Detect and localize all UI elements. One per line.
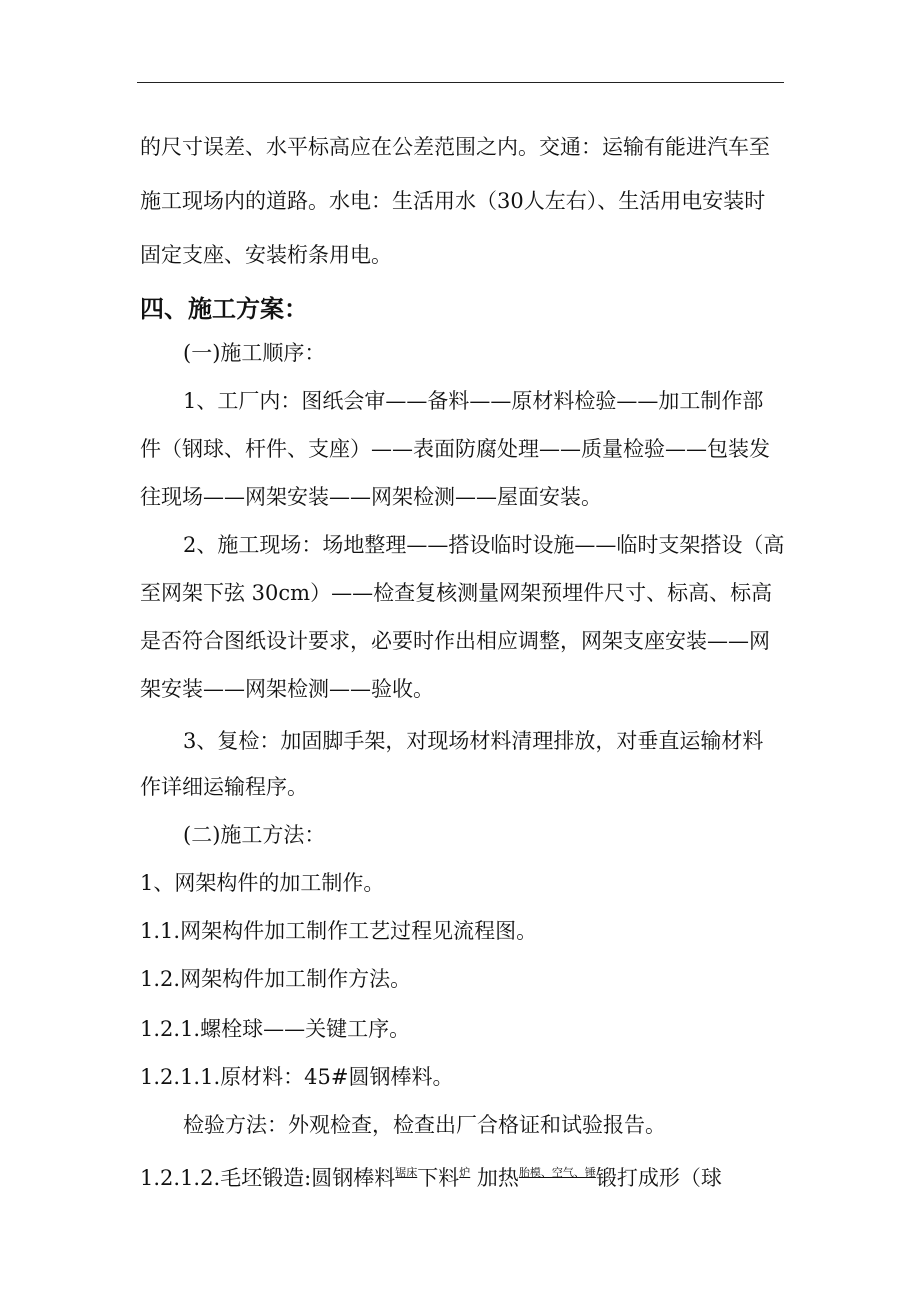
paragraph-line: 3、复检：加固脚手架，对现场材料清理排放，对垂直运输材料 [183, 729, 764, 753]
flow-text: 加热 [470, 1166, 519, 1190]
paragraph-line: 件（钢球、杆件、支座）——表面防腐处理——质量检验——包装发 [140, 437, 770, 461]
paragraph-line: 架安装——网架检测——验收。 [140, 677, 434, 701]
list-item: 1.2.1.1.原材料：45#圆钢棒料。 [140, 1065, 454, 1089]
list-item: 1.2.网架构件加工制作方法。 [140, 967, 412, 991]
paragraph-line: 至网架下弦 30cm）——检查复核测量网架预埋件尺寸、标高、标高 [140, 581, 773, 605]
list-item: 1、网架构件的加工制作。 [140, 871, 385, 895]
paragraph-line: 往现场——网架安装——网架检测——屋面安装。 [140, 485, 602, 509]
flow-annotation: 锯床 [395, 1166, 418, 1179]
subsection-heading: (二)施工方法： [183, 823, 326, 847]
list-item: 1.1.网架构件加工制作工艺过程见流程图。 [140, 919, 538, 943]
flow-text: 1.2.1.2.毛坯锻造:圆钢棒料 [140, 1166, 396, 1190]
paragraph-line: 2、施工现场：场地整理——搭设临时设施——临时支架搭设（高 [183, 533, 785, 557]
subsection-heading: (一)施工顺序： [183, 341, 326, 365]
paragraph-line: 的尺寸误差、水平标高应在公差范围之内。交通：运输有能进汽车至 [140, 135, 770, 159]
paragraph-line: 是否符合图纸设计要求，必要时作出相应调整，网架支座安装——网 [140, 629, 770, 653]
paragraph-line: 1、工厂内：图纸会审——备料——原材料检验——加工制作部 [183, 389, 764, 413]
process-flow-line [140, 1158, 790, 1193]
section-heading: 四、施工方案： [140, 295, 308, 323]
flow-annotation: 炉 [459, 1166, 471, 1179]
list-item: 1.2.1.螺栓球——关键工序。 [140, 1017, 411, 1041]
header-rule [137, 82, 784, 83]
paragraph-line: 固定支座、安装桁条用电。 [140, 243, 392, 267]
paragraph-line: 施工现场内的道路。水电：生活用水（30人左右）、生活用电安装时 [140, 189, 766, 213]
flow-text: 锻打成形（球 [595, 1166, 722, 1190]
flow-text: 下料 [417, 1166, 460, 1190]
paragraph-line: 作详细运输程序。 [140, 775, 308, 799]
paragraph-line: 检验方法：外观检查，检查出厂合格证和试验报告。 [183, 1113, 666, 1137]
flow-annotation: 胎模、空气、锤 [518, 1166, 596, 1179]
